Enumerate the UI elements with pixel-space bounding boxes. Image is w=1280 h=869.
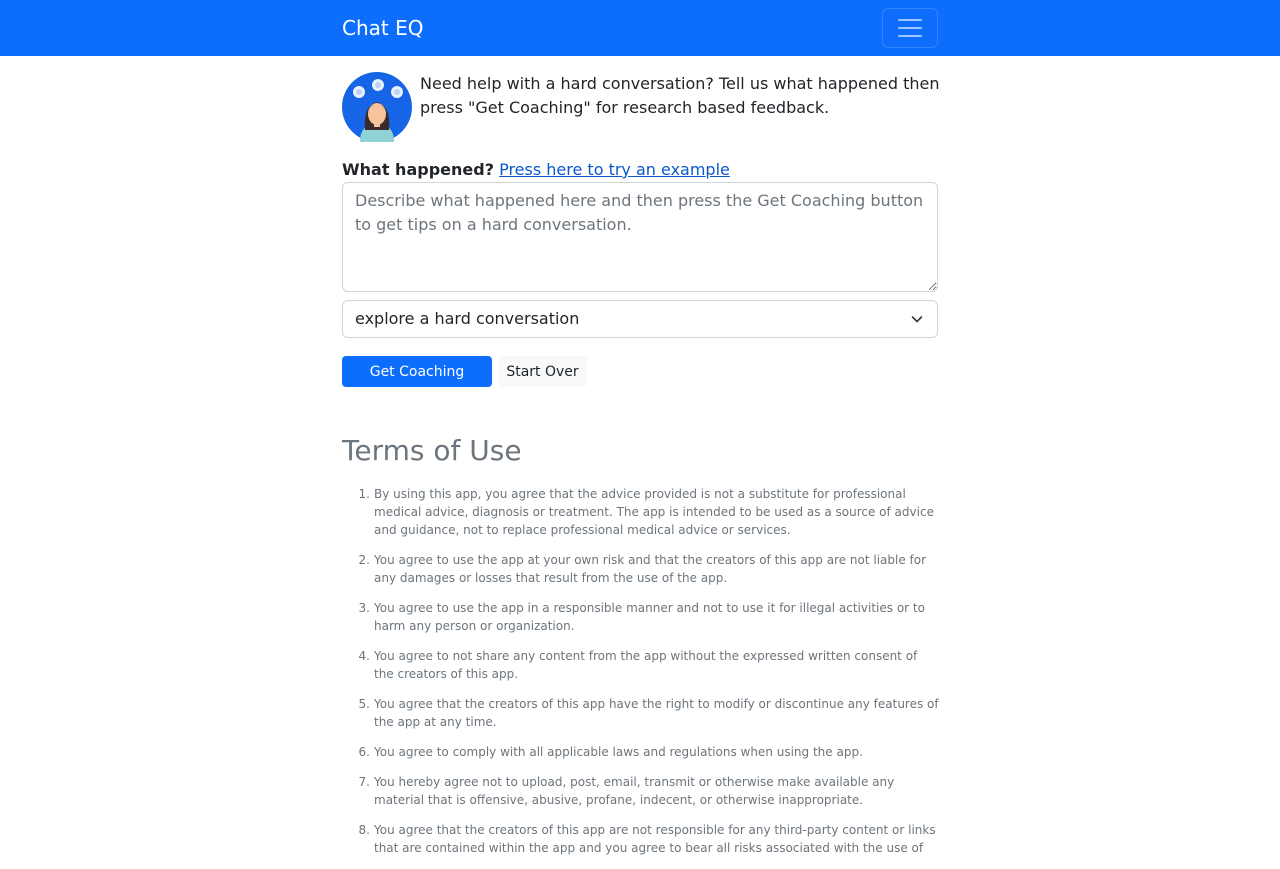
terms-item-text: You agree to not share any content from the app without the expressed written consent of the creators of this app.	[374, 649, 918, 681]
terms-item	[342, 485, 940, 539]
brand-title[interactable]: Chat EQ	[342, 16, 424, 40]
terms-item	[342, 551, 940, 587]
start-over-button[interactable]: Start Over	[498, 356, 587, 387]
terms-title: Terms of Use	[342, 434, 522, 467]
terms-item-number: 8.	[358, 823, 370, 837]
top-navbar	[0, 0, 1280, 56]
what-happened-label: What happened?	[342, 160, 494, 179]
chevron-down-icon	[911, 313, 923, 325]
terms-item-text: You agree that the creators of this app have the right to modify or discontinue any features of the app at any time.	[374, 697, 939, 729]
terms-item-number: 7.	[358, 775, 370, 789]
mode-select[interactable]	[342, 300, 938, 338]
menu-bar-line	[898, 35, 922, 37]
terms-item-number: 5.	[358, 697, 370, 711]
terms-item	[342, 695, 940, 731]
mode-select-value: explore a hard conversation	[355, 309, 580, 328]
coach-avatar-icon	[342, 72, 412, 142]
menu-bar-line	[898, 27, 922, 29]
terms-list	[342, 485, 940, 869]
terms-item	[342, 647, 940, 683]
terms-item-number: 2.	[358, 553, 370, 567]
get-coaching-button[interactable]: Get Coaching	[342, 356, 492, 387]
terms-item	[342, 773, 940, 809]
terms-item-number: 3.	[358, 601, 370, 615]
terms-item-text: You agree to comply with all applicable laws and regulations when using the app.	[374, 745, 863, 759]
terms-item-number: 4.	[358, 649, 370, 663]
terms-item	[342, 599, 940, 635]
terms-item-number: 1.	[358, 487, 370, 501]
intro-text: Need help with a hard conversation? Tell us what happened then press "Get Coaching" for research based feedback.	[420, 74, 940, 117]
what-happened-textarea[interactable]	[342, 182, 938, 292]
terms-item	[342, 743, 940, 761]
terms-item-text: You hereby agree not to upload, post, email, transmit or otherwise make available any material that is offensive, abusive, profane, indecent, or otherwise inappropriate.	[374, 775, 895, 807]
terms-item-number: 6.	[358, 745, 370, 759]
terms-item	[342, 821, 940, 857]
terms-item-text: You agree that the creators of this app are not responsible for any third-party content or links that are contained within the app and you agree to bear all risks associated with the use of	[374, 823, 936, 855]
terms-item-text: By using this app, you agree that the advice provided is not a substitute for professional medical advice, diagnosis or treatment. The app is intended to be used as a source of advice and guidance, not to replace professional medical advice or services.	[374, 487, 934, 537]
hamburger-menu-icon[interactable]	[882, 8, 938, 48]
terms-item-text: You agree to use the app at your own risk and that the creators of this app are not liable for any damages or losses that result from the use of the app.	[374, 553, 927, 585]
menu-bar-line	[898, 19, 922, 21]
terms-item-text: You agree to use the app in a responsible manner and not to use it for illegal activities or to harm any person or organization.	[374, 601, 925, 633]
try-example-link[interactable]: Press here to try an example	[499, 160, 730, 179]
what-happened-label-row	[342, 158, 938, 182]
